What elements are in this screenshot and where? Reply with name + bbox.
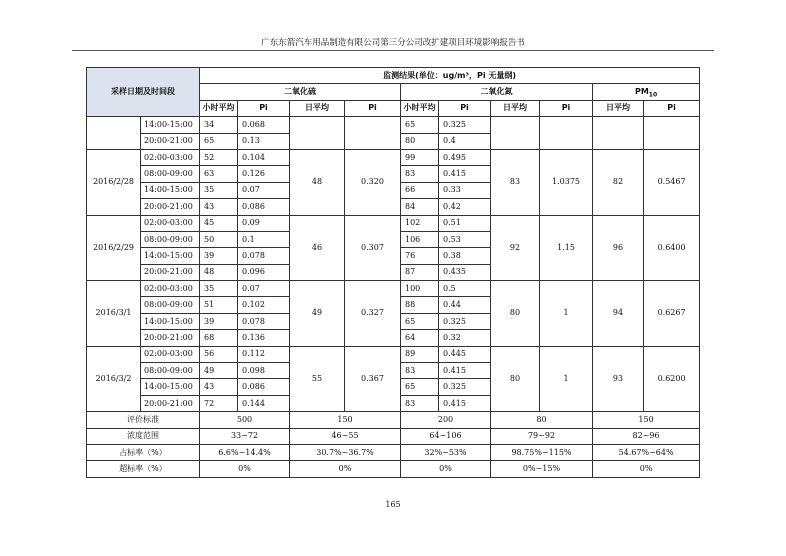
time-cell: 02:00-03:00 [141, 149, 200, 165]
no2-hour-value: 83 [401, 166, 439, 182]
no2-hour-pi: 0.415 [439, 395, 491, 411]
summary-value: 64~106 [401, 428, 491, 444]
so2-hour-value: 68 [200, 330, 238, 346]
so2-hour-pi: 0.096 [238, 264, 290, 280]
result-header: 监测结果(单位：ug/m³，Pi 无量纲) [200, 68, 700, 84]
pm10-day-pi-header: Pi [644, 100, 700, 116]
summary-value: 200 [401, 412, 491, 428]
so2-day-value: 55 [290, 346, 345, 412]
no2-day-pi: 1 [540, 281, 593, 347]
so2-header: 二氧化硫 [200, 84, 401, 100]
summary-label: 占标率（%） [87, 444, 200, 460]
no2-hour-value: 102 [401, 215, 439, 231]
so2-day-value [290, 117, 345, 150]
pm10-day-pi [644, 117, 700, 150]
no2-hour-pi: 0.325 [439, 379, 491, 395]
no2-hour-value: 64 [401, 330, 439, 346]
summary-value: 150 [290, 412, 401, 428]
summary-row [87, 412, 700, 428]
so2-hour-pi: 0.078 [238, 248, 290, 264]
no2-hour-value: 66 [401, 182, 439, 198]
no2-day-value: 80 [491, 346, 540, 412]
time-cell: 08:00-09:00 [141, 297, 200, 313]
so2-day-pi: 0.307 [345, 215, 401, 281]
page-number: 165 [385, 500, 401, 509]
summary-value: 0% [200, 461, 290, 477]
so2-day-pi: 0.367 [345, 346, 401, 412]
no2-hour-value: 84 [401, 199, 439, 215]
no2-hour-pi: 0.38 [439, 248, 491, 264]
so2-hour-pi: 0.102 [238, 297, 290, 313]
so2-hour-value: 50 [200, 231, 238, 247]
date-cell-continued [87, 117, 141, 150]
no2-hour-pi: 0.495 [439, 149, 491, 165]
so2-hour-value: 65 [200, 133, 238, 149]
no2-hour-value: 100 [401, 281, 439, 297]
so2-hour-avg-header: 小时平均 [200, 100, 238, 116]
no2-hour-pi: 0.5 [439, 281, 491, 297]
time-cell: 20:00-21:00 [141, 330, 200, 346]
so2-hour-pi: 0.136 [238, 330, 290, 346]
time-cell: 14:00-15:00 [141, 117, 200, 133]
so2-hour-value: 51 [200, 297, 238, 313]
no2-day-value: 83 [491, 149, 540, 215]
no2-hour-value: 87 [401, 264, 439, 280]
summary-value: 0% [290, 461, 401, 477]
no2-day-pi: 1.0375 [540, 149, 593, 215]
no2-hour-pi: 0.445 [439, 346, 491, 362]
so2-day-value: 46 [290, 215, 345, 281]
no2-hour-value: 65 [401, 379, 439, 395]
summary-value: 0% [401, 461, 491, 477]
so2-hour-pi: 0.126 [238, 166, 290, 182]
so2-hour-value: 39 [200, 248, 238, 264]
table-row [87, 281, 700, 297]
summary-value: 32%~53% [401, 444, 491, 460]
no2-hour-avg-header: 小时平均 [401, 100, 439, 116]
summary-value: 82~96 [593, 428, 700, 444]
no2-hour-pi-header: Pi [439, 100, 491, 116]
so2-hour-value: 35 [200, 182, 238, 198]
summary-label: 超标率（%） [87, 461, 200, 477]
so2-day-value: 49 [290, 281, 345, 347]
date-cell: 2016/2/28 [87, 149, 141, 215]
so2-hour-pi: 0.098 [238, 363, 290, 379]
summary-row [87, 444, 700, 460]
no2-day-pi: 1 [540, 346, 593, 412]
pm10-day-value [593, 117, 644, 150]
time-cell: 02:00-03:00 [141, 346, 200, 362]
pm10-day-avg-header: 日平均 [593, 100, 644, 116]
summary-label: 评价标准 [87, 412, 200, 428]
summary-row [87, 428, 700, 444]
so2-day-value: 48 [290, 149, 345, 215]
time-cell: 14:00-15:00 [141, 313, 200, 329]
time-cell: 20:00-21:00 [141, 395, 200, 411]
no2-hour-value: 83 [401, 395, 439, 411]
so2-hour-pi: 0.07 [238, 182, 290, 198]
so2-hour-value: 35 [200, 281, 238, 297]
so2-hour-value: 39 [200, 313, 238, 329]
pm10-day-pi: 0.6267 [644, 281, 700, 347]
no2-hour-pi: 0.32 [439, 330, 491, 346]
table-row [87, 215, 700, 231]
no2-day-pi: 1.15 [540, 215, 593, 281]
no2-hour-pi: 0.33 [439, 182, 491, 198]
so2-hour-value: 45 [200, 215, 238, 231]
so2-hour-value: 34 [200, 117, 238, 133]
summary-value: 80 [491, 412, 593, 428]
time-cell: 08:00-09:00 [141, 363, 200, 379]
summary-value: 54.67%~64% [593, 444, 700, 460]
time-cell: 08:00-09:00 [141, 231, 200, 247]
pm10-header [593, 84, 700, 100]
no2-day-value: 80 [491, 281, 540, 347]
pm10-day-value: 93 [593, 346, 644, 412]
no2-hour-pi: 0.44 [439, 297, 491, 313]
no2-day-pi-header: Pi [540, 100, 593, 116]
so2-hour-value: 56 [200, 346, 238, 362]
pm10-day-value: 94 [593, 281, 644, 347]
so2-hour-value: 48 [200, 264, 238, 280]
so2-hour-pi: 0.086 [238, 379, 290, 395]
no2-hour-pi: 0.42 [439, 199, 491, 215]
so2-hour-pi: 0.112 [238, 346, 290, 362]
summary-value: 98.75%~115% [491, 444, 593, 460]
pm10-day-pi: 0.6200 [644, 346, 700, 412]
no2-header: 二氧化氮 [401, 84, 593, 100]
document-header: 广东东箭汽车用品制造有限公司第三分公司改扩建项目环境影响报告书 [261, 38, 525, 48]
so2-day-pi [345, 117, 401, 150]
so2-hour-value: 72 [200, 395, 238, 411]
summary-label: 浓度范围 [87, 428, 200, 444]
summary-value: 0% [593, 461, 700, 477]
so2-hour-pi: 0.104 [238, 149, 290, 165]
header-row-1 [87, 68, 700, 84]
pm10-day-pi: 0.5467 [644, 149, 700, 215]
no2-day-value: 92 [491, 215, 540, 281]
summary-row [87, 461, 700, 477]
so2-hour-value: 43 [200, 379, 238, 395]
time-cell: 14:00-15:00 [141, 182, 200, 198]
no2-hour-pi: 0.415 [439, 166, 491, 182]
no2-hour-value: 99 [401, 149, 439, 165]
summary-value: 30.7%~36.7% [290, 444, 401, 460]
so2-hour-value: 43 [200, 199, 238, 215]
so2-hour-pi: 0.144 [238, 395, 290, 411]
so2-hour-pi: 0.07 [238, 281, 290, 297]
table-row [87, 346, 700, 362]
no2-hour-pi: 0.415 [439, 363, 491, 379]
summary-value: 33~72 [200, 428, 290, 444]
no2-hour-pi: 0.325 [439, 313, 491, 329]
time-cell: 08:00-09:00 [141, 166, 200, 182]
monitoring-results-table [86, 67, 700, 478]
summary-value: 150 [593, 412, 700, 428]
no2-day-avg-header: 日平均 [491, 100, 540, 116]
date-cell: 2016/3/2 [87, 346, 141, 412]
no2-day-pi [540, 117, 593, 150]
summary-value: 79~92 [491, 428, 593, 444]
date-cell: 2016/3/1 [87, 281, 141, 347]
pm10-subscript: 10 [648, 91, 658, 99]
so2-day-pi: 0.327 [345, 281, 401, 347]
date-cell: 2016/2/29 [87, 215, 141, 281]
summary-value: 6.6%~14.4% [200, 444, 290, 460]
so2-hour-pi: 0.1 [238, 231, 290, 247]
sample-header: 采样日期及时间段 [87, 68, 200, 117]
so2-hour-pi: 0.13 [238, 133, 290, 149]
no2-day-value [491, 117, 540, 150]
time-cell: 02:00-03:00 [141, 281, 200, 297]
no2-hour-value: 106 [401, 231, 439, 247]
time-cell: 14:00-15:00 [141, 248, 200, 264]
so2-hour-value: 49 [200, 363, 238, 379]
no2-hour-value: 80 [401, 133, 439, 149]
pm10-day-value: 96 [593, 215, 644, 281]
table-row [87, 117, 700, 133]
time-cell: 20:00-21:00 [141, 264, 200, 280]
so2-day-avg-header: 日平均 [290, 100, 345, 116]
pm10-day-value: 82 [593, 149, 644, 215]
summary-value: 46~55 [290, 428, 401, 444]
so2-hour-pi-header: Pi [238, 100, 290, 116]
pm10-day-pi: 0.6400 [644, 215, 700, 281]
so2-hour-pi: 0.09 [238, 215, 290, 231]
time-cell: 02:00-03:00 [141, 215, 200, 231]
header-rule [72, 50, 714, 51]
no2-hour-pi: 0.51 [439, 215, 491, 231]
no2-hour-value: 88 [401, 297, 439, 313]
time-cell: 20:00-21:00 [141, 133, 200, 149]
no2-hour-pi: 0.435 [439, 264, 491, 280]
time-cell: 14:00-15:00 [141, 379, 200, 395]
so2-hour-pi: 0.078 [238, 313, 290, 329]
time-cell: 20:00-21:00 [141, 199, 200, 215]
no2-hour-value: 65 [401, 117, 439, 133]
so2-hour-pi: 0.086 [238, 199, 290, 215]
no2-hour-pi: 0.325 [439, 117, 491, 133]
no2-hour-value: 76 [401, 248, 439, 264]
so2-day-pi: 0.320 [345, 149, 401, 215]
no2-hour-pi: 0.4 [439, 133, 491, 149]
table-row [87, 149, 700, 165]
so2-hour-value: 52 [200, 149, 238, 165]
so2-hour-pi: 0.068 [238, 117, 290, 133]
summary-value: 500 [200, 412, 290, 428]
no2-hour-value: 89 [401, 346, 439, 362]
pm10-label: PM [634, 87, 649, 97]
no2-hour-value: 65 [401, 313, 439, 329]
no2-hour-value: 83 [401, 363, 439, 379]
no2-hour-pi: 0.53 [439, 231, 491, 247]
so2-hour-value: 63 [200, 166, 238, 182]
so2-day-pi-header: Pi [345, 100, 401, 116]
summary-value: 0%~15% [491, 461, 593, 477]
